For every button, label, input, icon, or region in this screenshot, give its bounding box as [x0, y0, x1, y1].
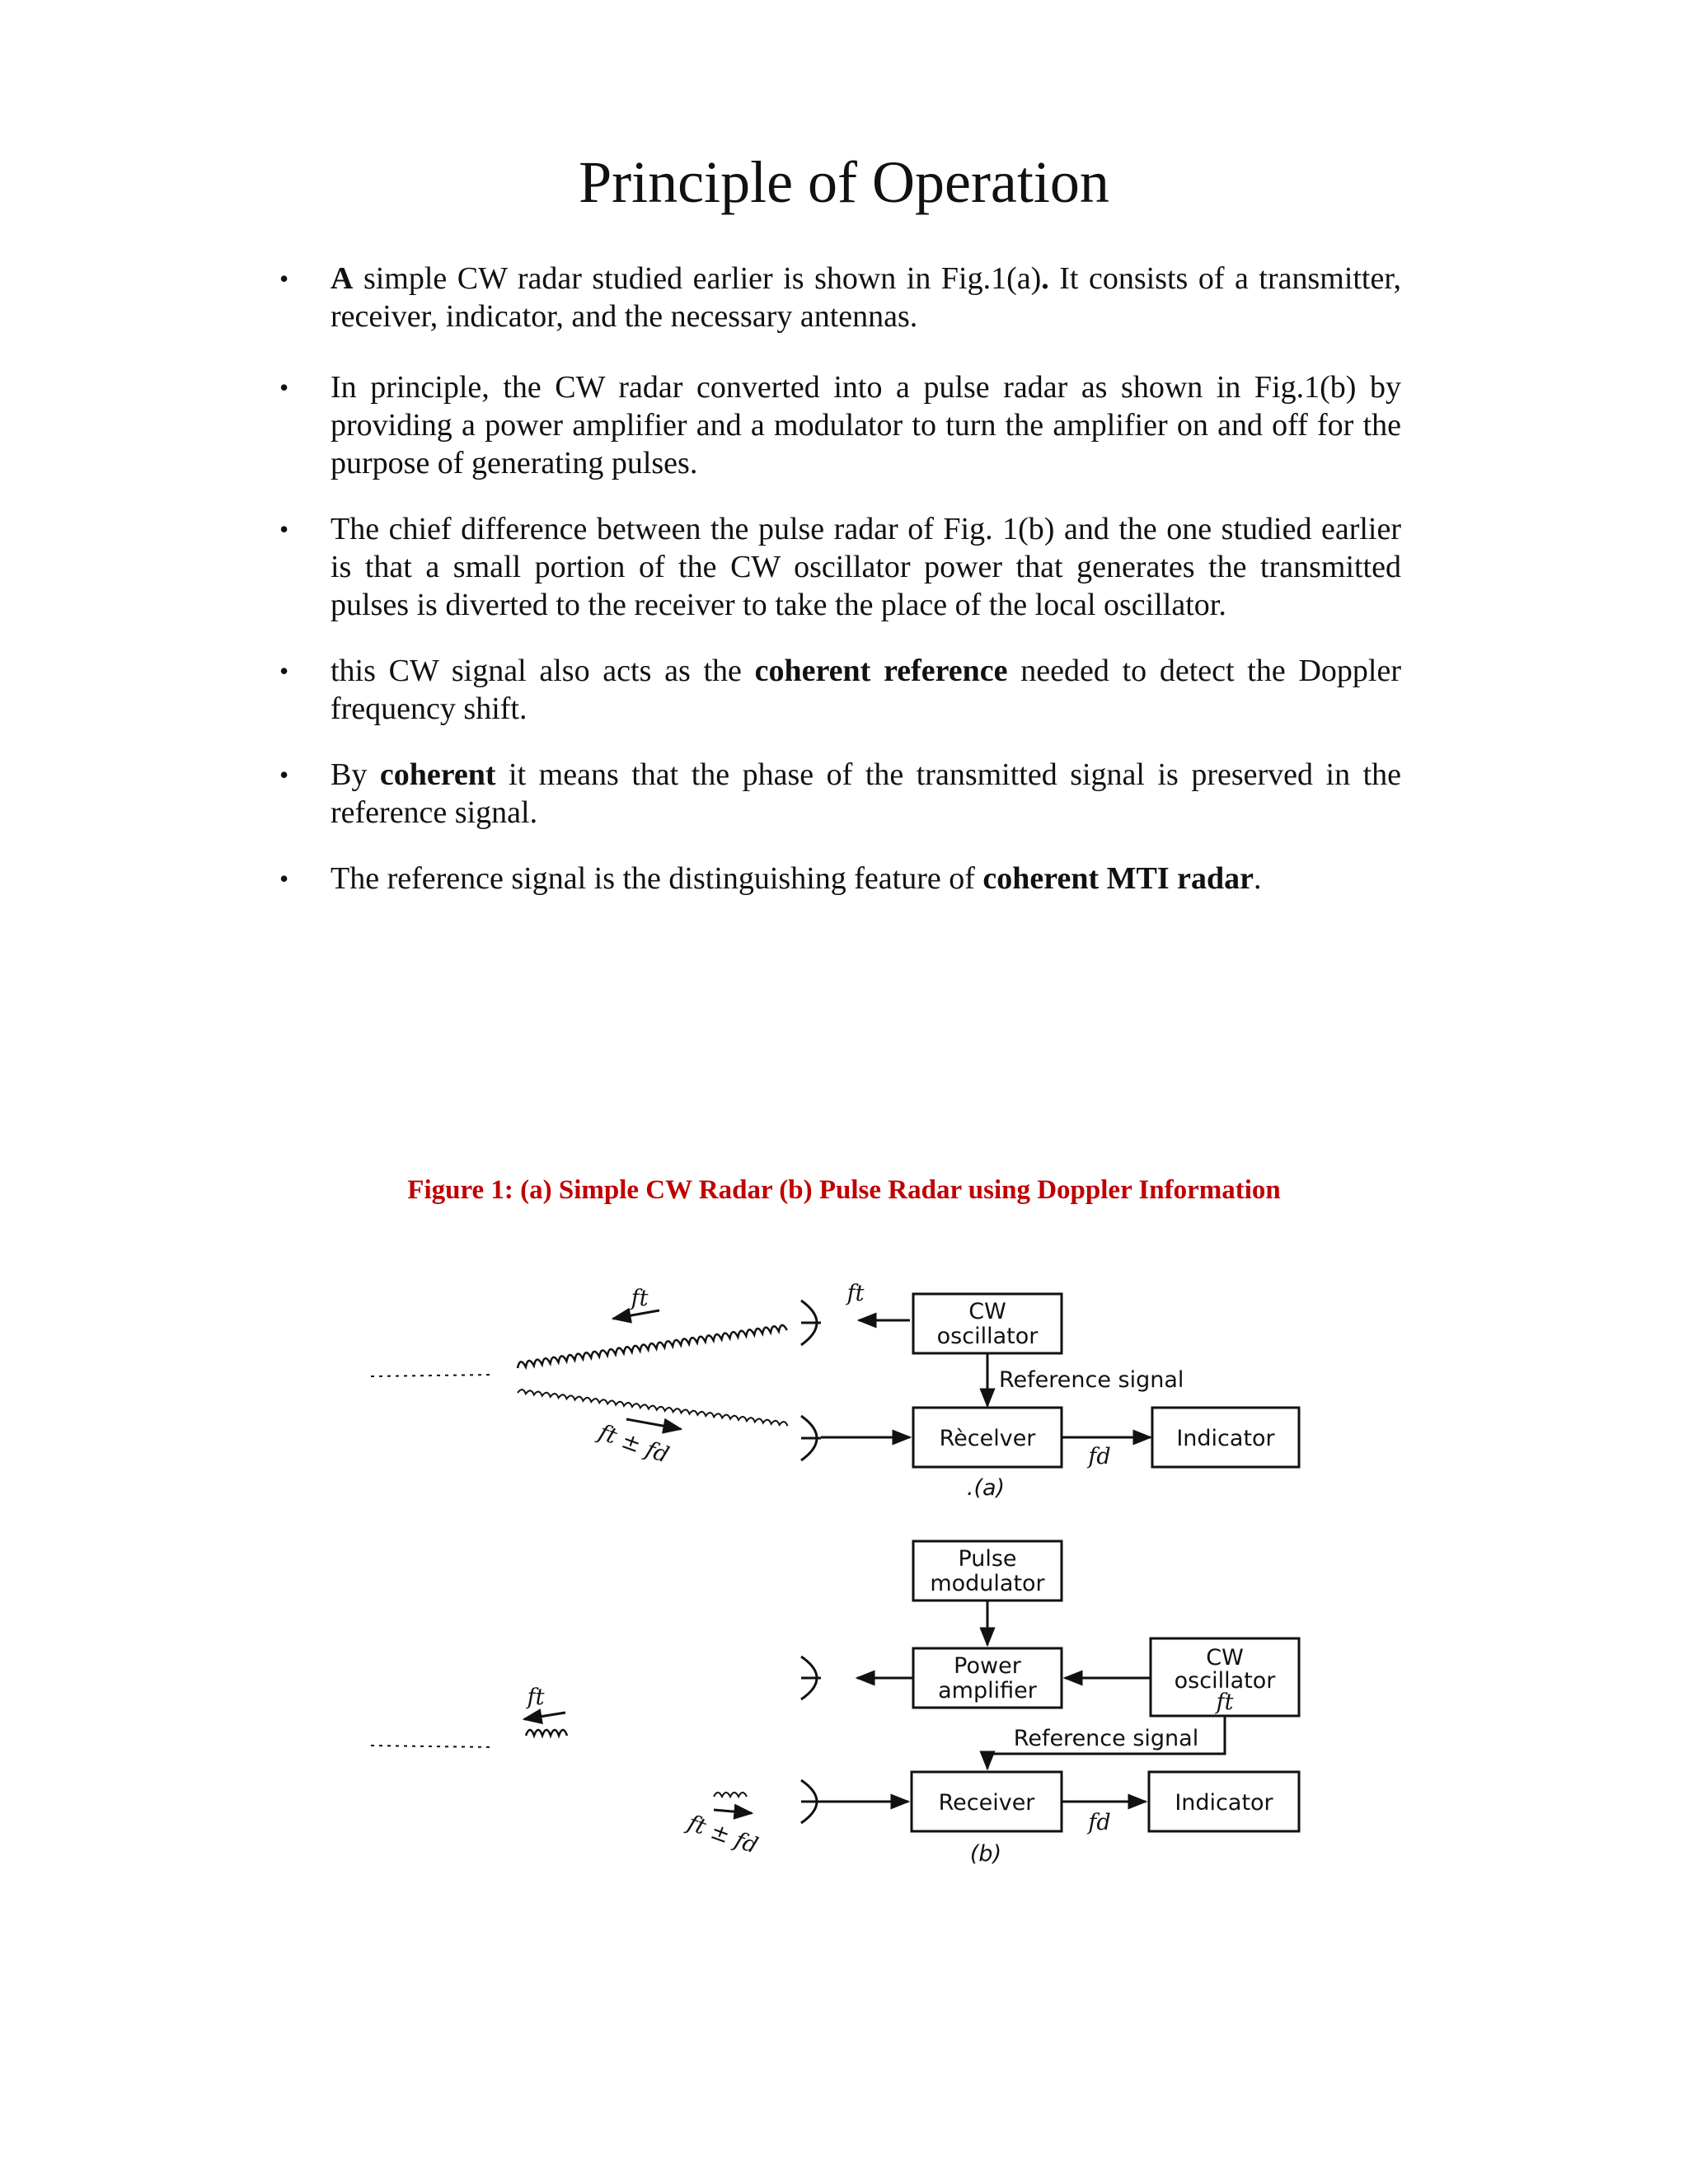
- power-amplifier-label-1: Power: [954, 1653, 1021, 1679]
- cw-osc-label-b-2: oscillator: [1174, 1668, 1276, 1694]
- tx-antenna-b: [801, 1657, 821, 1699]
- page-title: Principle of Operation: [579, 149, 1109, 215]
- ftfd-arrow-a: [626, 1419, 681, 1429]
- fd-label-b: fd: [1088, 1810, 1111, 1835]
- bullet-text: The chief difference between the pulse radar of Fig. 1(b) and the one studied earlier is that a small portion of the CW oscillator power that generates the transmitted pulses is diverted to the receiver to take the place of the local oscillator.: [331, 512, 1401, 622]
- target-marks-b: [371, 1746, 495, 1747]
- cw-osc-label-a-1: CW: [968, 1299, 1006, 1324]
- tx-wave-a: [517, 1324, 787, 1368]
- ft-label-a-arrow: ft: [846, 1281, 865, 1306]
- cw-osc-ft-label-b: ft: [1216, 1690, 1234, 1715]
- target-marks-a: [371, 1375, 495, 1376]
- bullet-dot: •: [279, 514, 289, 544]
- bold-run: .: [1041, 261, 1049, 296]
- fd-label-a: fd: [1088, 1444, 1111, 1469]
- bullet-dot: •: [279, 264, 289, 293]
- bullet-dot: •: [279, 760, 289, 790]
- rx-pulse-b: [714, 1793, 747, 1797]
- bullet-text: The reference signal is the distinguishing feature of coherent MTI radar.: [331, 861, 1262, 896]
- bold-run: A: [331, 261, 354, 296]
- bullet-text: By coherent it means that the phase of the transmitted signal is preserved in the reference signal.: [331, 757, 1402, 830]
- bullet-text: this CW signal also acts as the coherent reference needed to detect the Doppler frequency shift.: [331, 654, 1401, 726]
- indicator-label-b: Indicator: [1175, 1790, 1273, 1816]
- bullet-dot: •: [279, 864, 289, 893]
- ft-label-b: ft: [527, 1685, 545, 1710]
- receiver-label-a: Rècelver: [939, 1426, 1036, 1451]
- power-amplifier-label-2: amplifier: [938, 1678, 1037, 1704]
- tx-antenna-a: [801, 1301, 821, 1345]
- bold-run: coherent MTI radar: [982, 861, 1254, 896]
- bold-run: coherent: [379, 757, 496, 792]
- receiver-label-b: Receiver: [938, 1790, 1035, 1816]
- figure-caption: Figure 1: (a) Simple CW Radar (b) Pulse Radar using Doppler Information: [407, 1175, 1281, 1205]
- cw-osc-label-b-1: CW: [1206, 1645, 1244, 1671]
- figure-b-label: (b): [969, 1841, 1002, 1867]
- cw-osc-label-a-2: oscillator: [936, 1324, 1039, 1349]
- bullet-text: In principle, the CW radar converted into a pulse radar as shown in Fig.1(b) by providing a power amplifier and a modulator to turn the amplifier on and off for the purpose of generating pulses.: [331, 370, 1401, 480]
- pulse-modulator-label-2: modulator: [930, 1571, 1045, 1596]
- bullet-dot: •: [279, 656, 289, 686]
- pulse-modulator-label-1: Pulse: [958, 1546, 1017, 1572]
- ft-fd-label-a: ft ± fd: [595, 1419, 673, 1469]
- ft-arrow-b: [524, 1713, 565, 1719]
- rx-antenna-b: [801, 1780, 821, 1823]
- ftfd-arrow-b: [714, 1810, 752, 1813]
- bold-run: coherent reference: [754, 654, 1008, 688]
- rx-wave-a: [518, 1390, 788, 1427]
- ft-fd-label-b: ft ± fd: [684, 1810, 762, 1859]
- figure-a-label: .(a): [966, 1475, 1006, 1501]
- reference-signal-label-a: Reference signal: [999, 1367, 1184, 1393]
- bullet-text: A simple CW radar studied earlier is shown in Fig.1(a). It consists of a transmitter, receiver, indicator, and the necessary antennas.: [331, 261, 1401, 334]
- tx-pulse-b: [526, 1730, 567, 1736]
- indicator-label-a: Indicator: [1176, 1426, 1275, 1451]
- ft-label-a-top: ft: [631, 1286, 649, 1311]
- ft-arrow-a: [613, 1310, 659, 1319]
- reference-signal-label-b: Reference signal: [1013, 1726, 1199, 1751]
- bullet-dot: •: [279, 373, 289, 402]
- rx-antenna-a: [801, 1416, 821, 1460]
